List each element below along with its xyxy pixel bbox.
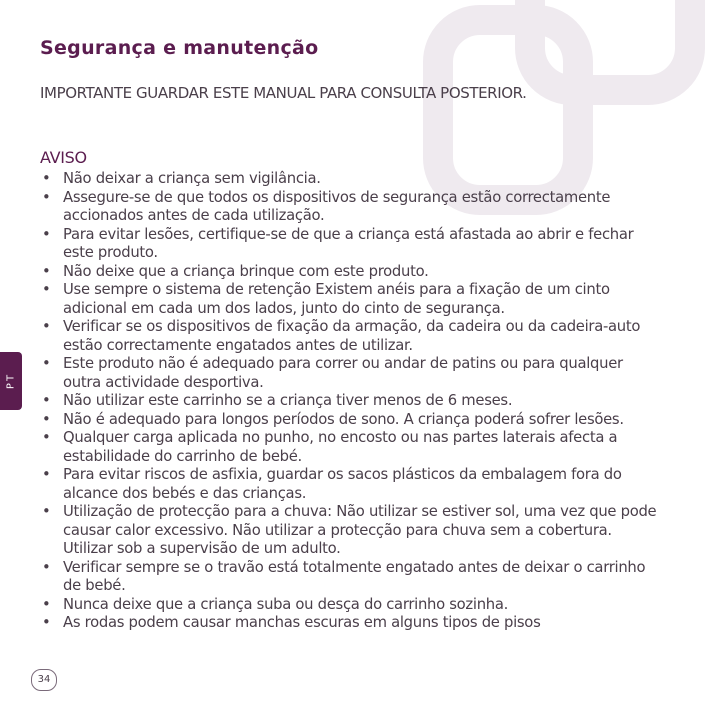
- warning-item: • Use sempre o sistema de retenção Existem anéis para a fixação de um cinto adicional em cada um dos lados, junto do cinto de segurança.: [40, 281, 665, 318]
- warning-item: • Não deixe que a criança brinque com este produto.: [40, 263, 665, 282]
- warning-item: • Nunca deixe que a criança suba ou desça do carrinho sozinha.: [40, 596, 665, 615]
- warning-item: • Qualquer carga aplicada no punho, no encosto ou nas partes laterais afecta a estabilidade do carrinho de bebé.: [40, 429, 665, 466]
- warning-item: • Não utilizar este carrinho se a criança tiver menos de 6 meses.: [40, 392, 665, 411]
- warning-item: • Este produto não é adequado para correr ou andar de patins ou para qualquer outra actividade desportiva.: [40, 355, 665, 392]
- section-title: Segurança e manutenção: [40, 37, 319, 59]
- warning-list: [40, 170, 665, 633]
- warning-item: • Para evitar lesões, certifique-se de que a criança está afastada ao abrir e fechar este produto.: [40, 226, 665, 263]
- warning-item: • Verificar sempre se o travão está totalmente engatado antes de deixar o carrinho de bebé.: [40, 559, 665, 596]
- warning-item: • Utilização de protecção para a chuva: Não utilizar se estiver sol, uma vez que pode causar calor excessivo. Não utilizar a protecção para chuva sem a cobertura. Utilizar sob a supervisão de um adulto.: [40, 503, 665, 559]
- page-number: 34: [31, 669, 57, 691]
- language-tab-label: PT: [5, 372, 17, 390]
- warning-item: • Não deixar a criança sem vigilância.: [40, 170, 665, 189]
- warning-item: • As rodas podem causar manchas escuras em alguns tipos de pisos: [40, 614, 665, 633]
- important-notice: IMPORTANTE GUARDAR ESTE MANUAL PARA CONSULTA POSTERIOR.: [40, 84, 527, 102]
- language-tab: [0, 352, 22, 410]
- warning-item: • Assegure-se de que todos os dispositivos de segurança estão correctamente accionados antes de cada utilização.: [40, 189, 665, 226]
- warning-item: • Para evitar riscos de asfixia, guardar os sacos plásticos da embalagem fora do alcance dos bebés e das crianças.: [40, 466, 665, 503]
- warning-item: • Verificar se os dispositivos de fixação da armação, da cadeira ou da cadeira-auto estão correctamente engatados antes de utilizar.: [40, 318, 665, 355]
- warning-item: • Não é adequado para longos períodos de sono. A criança poderá sofrer lesões.: [40, 411, 665, 430]
- warning-heading: AVISO: [40, 148, 87, 167]
